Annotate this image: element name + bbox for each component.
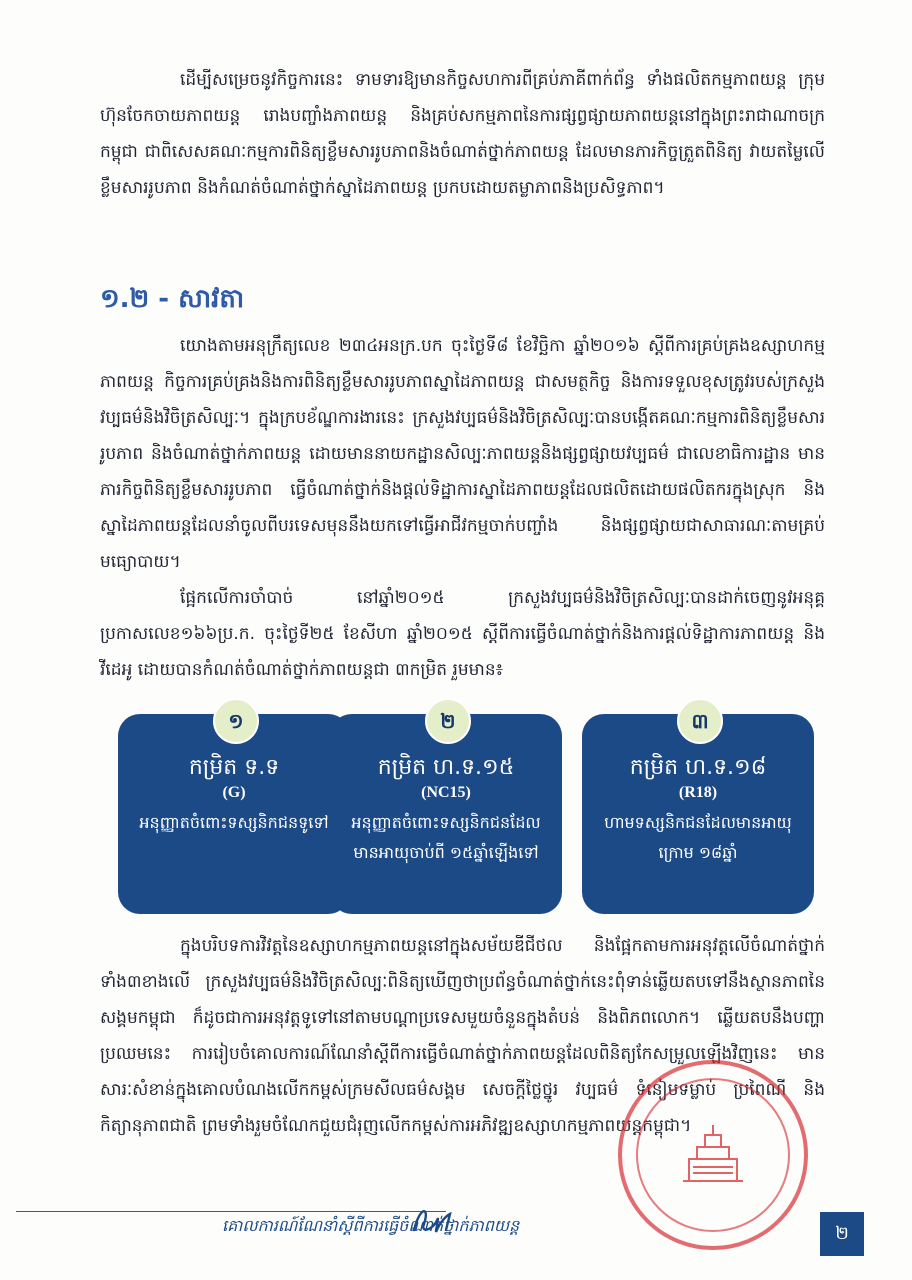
rating-number-badge: ២ bbox=[425, 698, 471, 744]
paragraph-context-text: ក្នុងបរិបទការវិវត្តនៃឧស្សាហកម្មភាពយន្តនៅក្នុងសម័យឌីជីថល និងផ្អែកតាមការអនុវត្តលើចំណាត់ថ្នាក់ទាំង៣ខាងលើ ក្រសួងវប្បធម៌និងវិចិត្រសិល្បៈពិនិត្យឃើញថាប្រព័ន្ធចំណាត់ថ្នាក់នេះពុំទាន់ឆ្លើយតបទៅនឹងស្ថានភាពនៃសង្គមកម្ពុជា ក៏ដូចជាការអនុវត្តទូទៅនៅតាមបណ្តាប្រទេសមួយចំនួនក្នុងតំបន់ និងពិភពលោក។ ឆ្លើយតបនឹងបញ្ហាប្រឈមនេះ ការរៀបចំគោលការណ៍ណែនាំស្តីពីការធ្វើចំណាត់ថ្នាក់ភាពយន្តដែលពិនិត្យកែសម្រួលឡើងវិញនេះ មានសារៈសំខាន់ក្នុងគោលបំណងលើកកម្ពស់ក្រមសីលធម៌សង្គម សេចក្តីថ្លៃថ្នូរ វប្បធម៌ ទំនៀមទម្លាប់ ប្រពៃណី និងកិត្យានុភាពជាតិ ព្រមទាំងរួមចំណែកជួយជំរុញលើកកម្ពស់ការអភិវឌ្ឍឧស្សាហកម្មភាពយន្តកម្ពុជា។ bbox=[100, 936, 825, 1136]
rating-card-g bbox=[118, 709, 350, 914]
paragraph-intro bbox=[100, 62, 825, 206]
paragraph-classification-text: ផ្អែកលើការចាំបាច់ នៅឆ្នាំ២០១៥ ក្រសួងវប្បធម៌និងវិចិត្រសិល្បៈបានដាក់ចេញនូវអនុគ្គប្រកាសលេខ១៦៦ប្រ.ក. ចុះថ្ងៃទី២៥ ខែសីហា ឆ្នាំ២០១៥ ស្តីពីការធ្វើចំណាត់ថ្នាក់និងការផ្តល់ទិដ្ឋាការភាពយន្ត និងវីដេអូ ដោយបានកំណត់ចំណាត់ថ្នាក់ភាពយន្តជា ៣កម្រិត រួមមាន៖ bbox=[100, 588, 825, 680]
page-number: ២ bbox=[820, 1212, 864, 1256]
rating-card-r18 bbox=[582, 709, 814, 914]
signature-icon bbox=[410, 1200, 456, 1240]
rating-category: កម្រិត ហ.ទ.១៥ bbox=[377, 755, 515, 780]
rating-code: (R18) bbox=[678, 784, 718, 801]
rating-description: ហាមទស្សនិកជនដែលមានអាយុក្រោម ១៨ឆ្នាំ bbox=[604, 813, 792, 862]
footer-rule bbox=[16, 1211, 446, 1212]
rating-description: អនុញ្ញាតចំពោះទស្សនិកជនទូទៅ bbox=[139, 813, 329, 832]
paragraph-intro-text: ដើម្បីសម្រេចនូវកិច្ចការនេះ ទាមទារឱ្យមានកិច្ចសហការពីគ្រប់ភាគីពាក់ព័ន្ធ ទាំងផលិតកម្មភាពយន្ត ក្រុមហ៊ុនចែកចាយភាពយន្ត រោងបញ្ចាំងភាពយន្ត និងគ្រប់សកម្មភាពនៃការផ្សព្វផ្សាយភាពយន្តនៅក្នុងព្រះរាជាណាចក្រកម្ពុជា ជាពិសេសគណៈកម្មការពិនិត្យខ្លឹមសាររូបភាពនិងចំណាត់ថ្នាក់ភាពយន្ត ដែលមានភារកិច្ចត្រួតពិនិត្យ វាយតម្លៃលើខ្លឹមសាររូបភាព និងកំណត់ចំណាត់ថ្នាក់ស្នាដៃភាពយន្ត ប្រកបដោយតម្លាភាពនិងប្រសិទ្ធភាព។ bbox=[100, 70, 825, 198]
rating-cards bbox=[118, 700, 818, 920]
rating-description: អនុញ្ញាតចំពោះទស្សនិកជនដែលមានអាយុចាប់ពី ១៥ឆ្នាំឡើងទៅ bbox=[351, 813, 541, 862]
rating-number-badge: ៣ bbox=[677, 698, 723, 744]
footer-title: គោលការណ៍ណែនាំស្តីពីការធ្វើចំណាត់ថ្នាក់ភាពយន្ត bbox=[222, 1216, 520, 1235]
paragraph-background-text: យោងតាមអនុក្រឹត្យលេខ ២៣៤អនក្រ.បក ចុះថ្ងៃទី៨ ខែវិច្ឆិកា ឆ្នាំ២០១៦ ស្តីពីការគ្រប់គ្រងឧស្សាហកម្មភាពយន្ត កិច្ចការគ្រប់គ្រងនិងការពិនិត្យខ្លឹមសាររូបភាពស្នាដៃភាពយន្ត ជាសមត្ថកិច្ច និងការទទួលខុសត្រូវរបស់ក្រសួងវប្បធម៌និងវិចិត្រសិល្បៈ។ ក្នុងក្របខ័ណ្ឌការងារនេះ ក្រសួងវប្បធម៌និងវិចិត្រសិល្បៈបានបង្កើតគណៈកម្មការពិនិត្យខ្លឹមសាររូបភាព និងចំណាត់ថ្នាក់ភាពយន្ត ដោយមាននាយកដ្ឋានសិល្បៈភាពយន្តនិងផ្សព្វផ្សាយវប្បធម៌ ជាលេខាធិការដ្ឋាន មានភារកិច្ចពិនិត្យខ្លឹមសាររូបភាព ធ្វើចំណាត់ថ្នាក់និងផ្តល់ទិដ្ឋាការស្នាដៃភាពយន្តដែលផលិតដោយផលិតករក្នុងស្រុក និងស្នាដៃភាពយន្តដែលនាំចូលពីបរទេសមុននឹងយកទៅធ្វើអាជីវកម្មចាក់បញ្ចាំង និងផ្សព្វផ្សាយជាសាធារណៈតាមគ្រប់មធ្យោបាយ។ bbox=[100, 336, 825, 572]
rating-code: (NC15) bbox=[421, 784, 471, 801]
rating-category: កម្រិត ទ.ទ bbox=[188, 755, 280, 780]
rating-number-badge: ១ bbox=[213, 698, 259, 744]
official-seal-stamp bbox=[618, 1060, 808, 1250]
paragraph-classification bbox=[100, 580, 825, 688]
rating-code: (G) bbox=[222, 784, 246, 801]
section-heading: ១.២ - សាវតា bbox=[100, 284, 245, 314]
paragraph-background bbox=[100, 328, 825, 580]
temple-emblem-icon bbox=[675, 1123, 751, 1187]
rating-card-nc15 bbox=[330, 709, 562, 914]
rating-category: កម្រិត ហ.ទ.១៨ bbox=[629, 755, 767, 780]
